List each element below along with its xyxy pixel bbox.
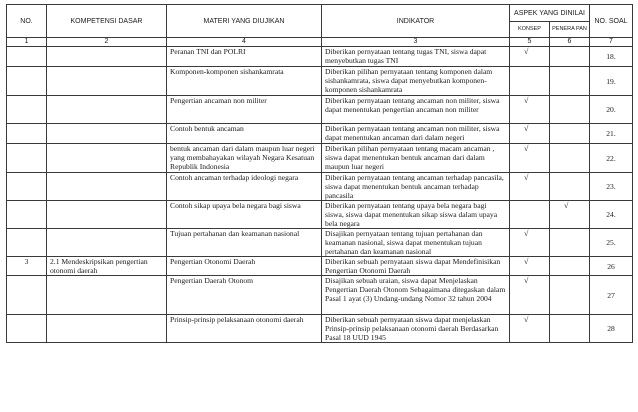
indikator-cell: Diberikan sebuah pernyataan siswa dapat Mendefinisikan Pengertian Otonomi Daerah [322,257,510,276]
penerapan-check-cell: √ [550,201,590,229]
table-row [7,201,633,229]
kompetensi-dasar-cell [47,144,167,173]
konsep-check-cell: √ [510,173,550,201]
indikator-cell: Diberikan pernyataan tentang ancaman non militer, siswa dapat menentukan pengertian ancaman non militer [322,96,510,124]
kompetensi-dasar-cell [47,47,167,67]
materi-cell: Contoh sikap upaya bela negara bagi siswa [167,201,322,229]
column-number: 2 [47,38,167,47]
materi-cell: Contoh bentuk ancaman [167,124,322,144]
konsep-check-cell: √ [510,276,550,315]
row-number-cell [7,96,47,124]
header-materi: MATERI YANG DIUJIKAN [167,5,322,38]
column-number: 7 [590,38,633,47]
row-number-cell [7,67,47,96]
header-no-soal: NO. SOAL [590,5,633,38]
indikator-cell: Disajikan pernyataan tentang tujuan pertahanan dan keamanan nasional, siswa dapat menentukan tujuan pertahanan dan keamanan nasional [322,229,510,257]
indikator-cell: Diberikan pernyataan tentang ancaman non militer, siswa dapat menentukan ancaman dari dalam negeri [322,124,510,144]
materi-cell: Tujuan pertahanan dan keamanan nasional [167,229,322,257]
table-row [7,173,633,201]
row-number-cell [7,276,47,315]
konsep-check-cell [510,201,550,229]
table-row [7,229,633,257]
column-number: 1 [7,38,47,47]
table-body [7,47,633,343]
penerapan-check-cell [550,47,590,67]
materi-cell: Pengertian ancaman non militer [167,96,322,124]
no-soal-cell: 22. [590,144,633,173]
penerapan-check-cell [550,229,590,257]
kompetensi-dasar-cell [47,173,167,201]
header-kompetensi-dasar: KOMPETENSI DASAR [47,5,167,38]
kisi-kisi-sheet [6,4,632,343]
column-number: 4 [167,38,322,47]
materi-cell: Peranan TNI dan POLRI [167,47,322,67]
header-penerapan: PENERA PAN [550,22,590,38]
indikator-cell: Diberikan pernyataan tentang upaya bela negara bagi siswa, siswa dapat menentukan sikap siswa dalam upaya bela negara [322,201,510,229]
no-soal-cell: 25. [590,229,633,257]
indikator-cell: Diberikan pernyataan tentang tugas TNI, siswa dapat menyebutkan tugas TNI [322,47,510,67]
kompetensi-dasar-cell [47,124,167,144]
header-indikator: INDIKATOR [322,5,510,38]
materi-cell: Komponen-komponen sishankamrata [167,67,322,96]
konsep-check-cell: √ [510,144,550,173]
penerapan-check-cell [550,124,590,144]
konsep-check-cell [510,67,550,96]
konsep-check-cell: √ [510,229,550,257]
kompetensi-dasar-cell [47,276,167,315]
materi-cell: Contoh ancaman terhadap ideologi negara [167,173,322,201]
kompetensi-dasar-cell [47,67,167,96]
table-header [7,5,633,47]
row-number-cell: 3 [7,257,47,276]
header-aspek: ASPEK YANG DINILAI [510,5,590,22]
penerapan-check-cell [550,173,590,201]
row-number-cell [7,173,47,201]
indikator-cell: Disajikan sebuah uraian, siswa dapat Menjelaskan Pengertian Daerah Otonom Sebagaimana ditegaskan dalam Pasal 1 ayat (3) Undang-undang Nomor 32 tahun 2004 [322,276,510,315]
no-soal-cell: 19. [590,67,633,96]
konsep-check-cell: √ [510,47,550,67]
materi-cell: Prinsip-prinsip pelaksanaan otonomi daerah [167,315,322,343]
table-row [7,257,633,276]
indikator-cell: Diberikan sebuah pernyataan siswa dapat menjelaskan Prinsip-prinsip pelaksanaan otonomi daerah Berdasarkan Pasal 18 UUD 1945 [322,315,510,343]
materi-cell: Pengertian Daerah Otonom [167,276,322,315]
table-row [7,144,633,173]
table-row [7,276,633,315]
column-number: 5 [510,38,550,47]
indikator-cell: Diberikan pilihan pernyataan tentang komponen dalam sishankamrata, siswa dapat menyebutkan komponen-komponen sishankamrata [322,67,510,96]
column-number: 3 [322,38,510,47]
table-row [7,47,633,67]
row-number-cell [7,229,47,257]
penerapan-check-cell [550,257,590,276]
kompetensi-dasar-cell: 2.1 Mendeskripsikan pengertian otonomi daerah [47,257,167,276]
kompetensi-dasar-cell [47,315,167,343]
konsep-check-cell: √ [510,315,550,343]
no-soal-cell: 26 [590,257,633,276]
kisi-kisi-table [6,4,633,343]
penerapan-check-cell [550,276,590,315]
table-row [7,96,633,124]
konsep-check-cell: √ [510,257,550,276]
konsep-check-cell: √ [510,124,550,144]
no-soal-cell: 23. [590,173,633,201]
header-konsep: KONSEP [510,22,550,38]
materi-cell: bentuk ancaman dari dalam maupun luar negeri yang membahayakan wilayah Negara Kesatuan Republik Indonesia [167,144,322,173]
table-row [7,315,633,343]
indikator-cell: Diberikan pilihan pernyataan tentang macam ancaman , siswa dapat menentukan bentuk ancaman dari dalam maupun luar negeri [322,144,510,173]
header-no: NO. [7,5,47,38]
table-row [7,124,633,144]
no-soal-cell: 21. [590,124,633,144]
penerapan-check-cell [550,67,590,96]
table-row [7,67,633,96]
no-soal-cell: 27 [590,276,633,315]
column-number: 6 [550,38,590,47]
penerapan-check-cell [550,144,590,173]
row-number-cell [7,315,47,343]
row-number-cell [7,47,47,67]
kompetensi-dasar-cell [47,201,167,229]
no-soal-cell: 20. [590,96,633,124]
row-number-cell [7,144,47,173]
no-soal-cell: 28 [590,315,633,343]
no-soal-cell: 24. [590,201,633,229]
kompetensi-dasar-cell [47,96,167,124]
materi-cell: Pengertian Otonomi Daerah [167,257,322,276]
column-number-row [7,38,633,47]
row-number-cell [7,124,47,144]
no-soal-cell: 18. [590,47,633,67]
indikator-cell: Diberikan pernyataan tentang ancaman terhadap pancasila, siswa dapat menentukan bentuk ancaman terhadap pancasila [322,173,510,201]
kompetensi-dasar-cell [47,229,167,257]
penerapan-check-cell [550,96,590,124]
konsep-check-cell: √ [510,96,550,124]
row-number-cell [7,201,47,229]
penerapan-check-cell [550,315,590,343]
